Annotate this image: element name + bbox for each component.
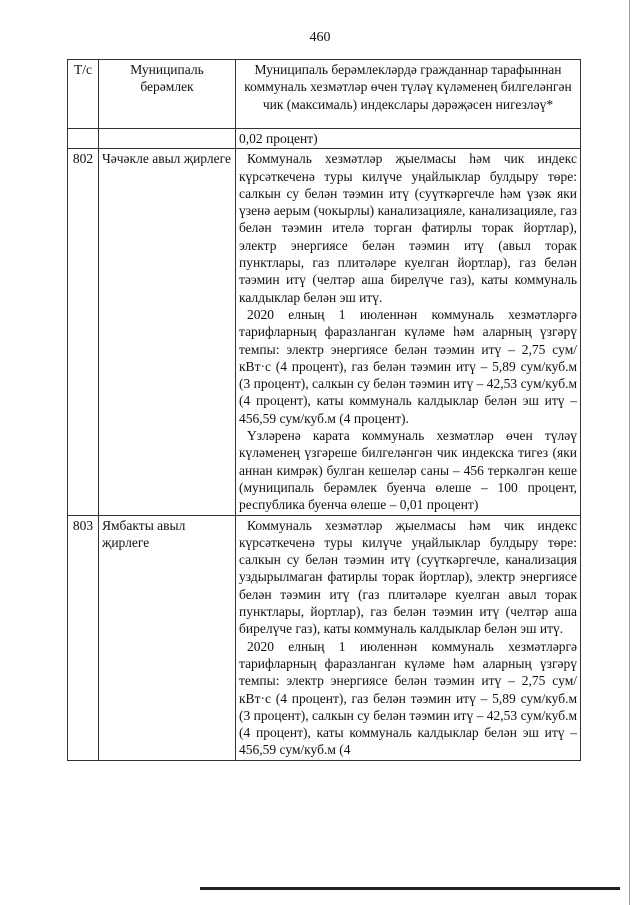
description-paragraph: Коммуналь хезмәтләр җыелмасы һәм чик индекс күрсәткеченә туры килүче уңайлыклар булдыру төре: салкын су белән тәэмин итү (суүткәргечле, канализация уздырылмаган фатирлы торак йортлар), электр энергиясе белән тәэмин итү (газ плитәләре куелган авыл торак пунктлары, йортлар), газ белән тәэмин итү (челтәр аша бирелүче газ), каты коммуналь калдыклар белән эш итү. <box>239 517 577 637</box>
header-number: Т/с <box>68 60 99 129</box>
scan-edge-line <box>629 0 630 905</box>
table-header-row <box>68 60 581 129</box>
index-description <box>236 515 581 760</box>
table-row <box>68 149 581 515</box>
description-paragraph: 2020 елның 1 июленнән коммуналь хезмәтләргә тарифларның фаразланган күләме һәм аларның үзгәрү темпы: электр энергиясе белән тәэмин итү – 2,75 сум/кВт·с (4 процент), газ белән тәэмин итү – 5,89 сум/куб.м (3 процент), салкын су белән тәэмин итү – 42,53 сум/куб.м (4 процент), каты коммуналь калдыклар белән эш итү – 456,59 сум/куб.м (4 процент). <box>239 306 577 426</box>
row-number: 802 <box>68 149 99 515</box>
continuation-cell <box>236 129 581 149</box>
index-description <box>236 149 581 515</box>
table-row-continuation <box>68 129 581 149</box>
row-number: 803 <box>68 515 99 760</box>
description-paragraph: 2020 елның 1 июленнән коммуналь хезмәтләргә тарифларның фаразланган күләме һәм аларның үзгәрү темпы: электр энергиясе белән тәэмин итү – 2,75 сум/кВт·с (4 процент), газ белән тәэмин итү – 5,89 сум/куб.м (3 процент), салкын су белән тәэмин итү – 42,53 сум/куб.м (4 процент), каты коммуналь калдыклар белән эш итү – 456,59 сум/куб.м (4 <box>239 638 577 758</box>
continuation-text: 0,02 процент) <box>239 131 318 146</box>
header-index-justification: Муниципаль берәмлекләрдә гражданнар тарафыннан коммуналь хезмәтләр өчен түләү күләменең билгеләнгән чик (максималь) индекслары дәрәҗәсен нигезләү* <box>236 60 581 129</box>
municipal-entity-name: Ямбакты авыл җирлеге <box>99 515 236 760</box>
description-paragraph: Коммуналь хезмәтләр җыелмасы һәм чик индекс күрсәткеченә туры килүче уңайлыклар булдыру төре: салкын су белән тәэмин итү (суүткәргечле һәм үзәк яки үзенә аерым (чокырлы) канализацияле, канализацияле, газ белән тәэмин ителә торган фатирлы торак йортлар), электр энергиясе белән тәэмин итү (авыл торак пунктлары, газ плитәләре куелган йортлар), газ белән тәэмин итү (челтәр аша бирелүче газ), каты коммуналь калдыклар белән эш итү. <box>239 151 577 305</box>
scan-bottom-line <box>200 887 620 890</box>
index-table <box>67 59 581 761</box>
header-municipal-entity: Муниципаль берәмлек <box>99 60 236 129</box>
municipal-entity-name: Чәчәкле авыл җирлеге <box>99 149 236 515</box>
table-row <box>68 515 581 760</box>
page-number: 460 <box>309 30 331 45</box>
description-paragraph: Үзләренә карата коммуналь хезмәтләр өчен түләү күләменең үзгәреше билгеләнгән чик индекска тигез (яки аннан кимрәк) булган кешеләр саны – 456 теркәлгән кеше (муниципаль берәмлек буенча өлеше – 100 процент, республика буенча өлеше – 0,01 процент) <box>239 428 577 513</box>
